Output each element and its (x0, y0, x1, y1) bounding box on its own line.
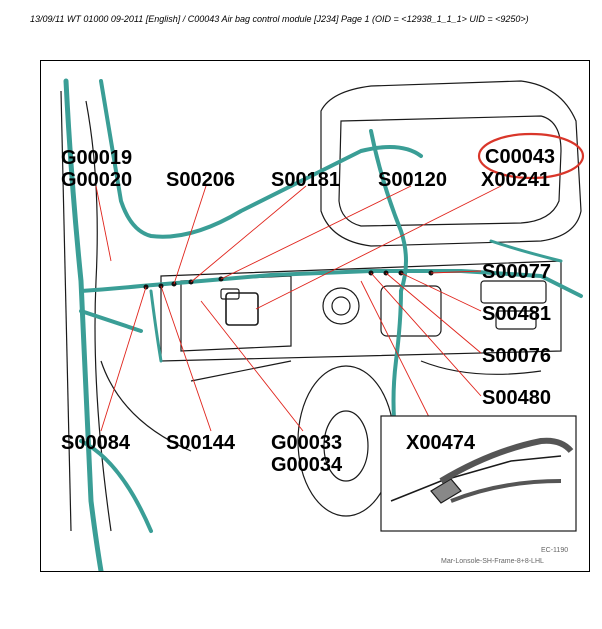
leader-s00084 (101, 287, 146, 431)
label-g00034: G00034 (271, 454, 343, 476)
label-g00020: G00020 (61, 169, 133, 191)
harness-top-branch (101, 81, 421, 237)
document-header: 13/09/11 WT 01000 09-2011 [English] / C00043 Air bag control module [J234] Page 1 (OID = <12938_1_1_1> UID = <9250>) (30, 14, 529, 24)
label-s00206: S00206 (166, 169, 235, 191)
label-x00474: X00474 (406, 432, 475, 454)
diagram-frame (40, 60, 590, 572)
label-s00077: S00077 (482, 261, 551, 283)
leader-lines (96, 186, 501, 431)
label-s00076: S00076 (482, 345, 551, 367)
label-g00033: G00033 (271, 432, 343, 454)
leader-g00033 (201, 301, 303, 431)
cupholder-2 (332, 297, 350, 315)
cupholder-1 (323, 288, 359, 324)
label-s00481: S00481 (482, 303, 551, 325)
label-s00181: S00181 (271, 169, 340, 191)
leader-x00241 (256, 186, 501, 309)
console-inner (181, 276, 291, 351)
footer-note: Mar-Lonsole-SH-Frame-8+8-LHL (441, 558, 544, 565)
footer-code: EC-1190 (541, 547, 569, 554)
leader-s00120 (221, 186, 411, 279)
dash-line-2 (191, 361, 291, 381)
label-x00241: X00241 (481, 169, 550, 191)
label-s00144: S00144 (166, 432, 235, 454)
switch-panel (481, 281, 546, 303)
leader-g00019 (96, 186, 111, 261)
leader-s00144 (161, 286, 211, 431)
harness-lower-left (81, 311, 141, 331)
harness-upper-right (491, 241, 561, 261)
harness-center-drop (151, 291, 161, 361)
control-module-j234 (226, 293, 258, 325)
label-s00120: S00120 (378, 169, 447, 191)
label-g00019: G00019 (61, 147, 133, 169)
control-module-connector (221, 289, 239, 299)
leader-s00181 (191, 186, 306, 282)
label-s00084: S00084 (61, 432, 130, 454)
label-c00043: C00043 (485, 146, 556, 168)
label-s00480: S00480 (482, 387, 551, 409)
